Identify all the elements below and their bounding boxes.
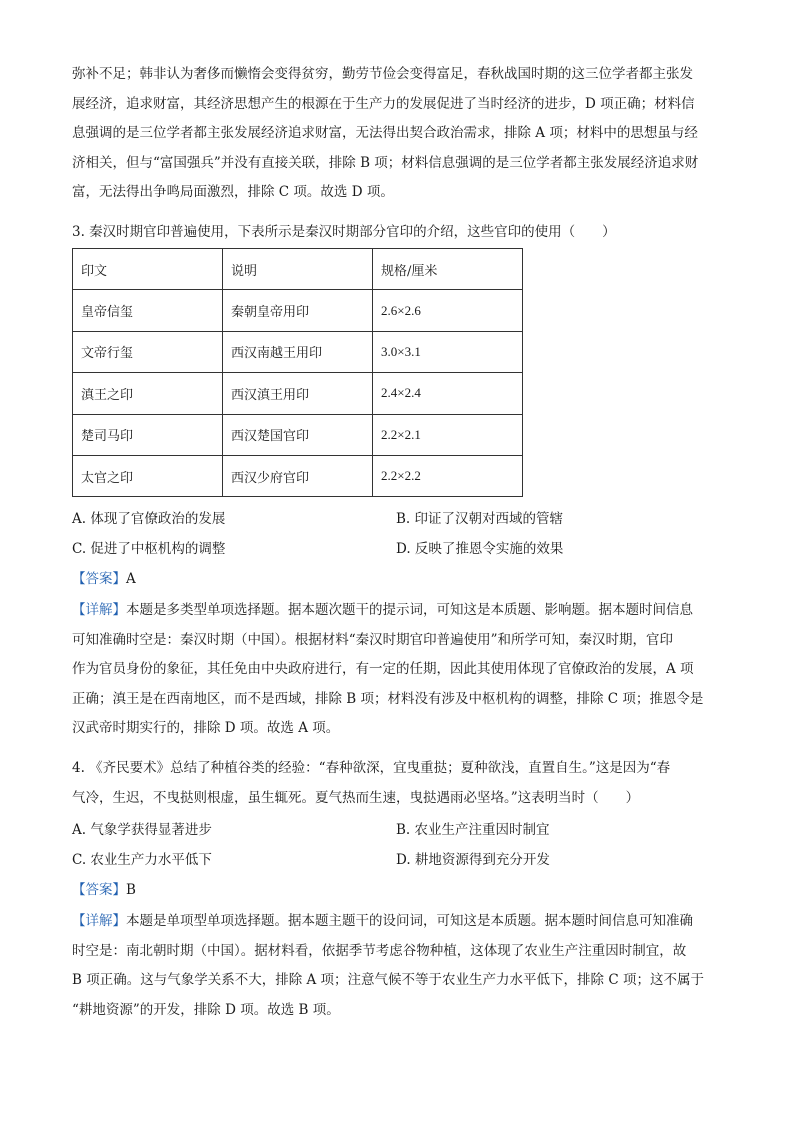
text-line: 富，无法得出争鸣局面激烈，排除 C 项。故选 D 项。 [72,184,394,200]
text-line: 息强调的是三位学者都主张发展经济追求财富，无法得出契合政治需求，排除 A 项；材料中的思想虽与经 [72,125,698,141]
answer-label: 【答案】 [72,571,126,587]
answer-value: A [126,571,136,587]
q4-stem [72,754,722,813]
table-cell: 西汉滇王用印 [223,373,373,414]
header-cell: 规格/厘米 [373,249,523,290]
text-line: 【详解】本题是多类型单项选择题。据本题次题干的提示词，可知这是本质题、影响题。据本题时间信息 [72,602,693,618]
table-cell: 秦朝皇帝用印 [223,290,373,331]
table-row [73,414,523,455]
text-line: 正确；滇王是在西南地区，而不是西域，排除 B 项；材料没有涉及中枢机构的调整，排除 C 项；推恩令是 [72,690,704,707]
q3-answer [72,566,136,592]
header-cell: 说明 [223,249,373,290]
option-c: C. 农业生产力水平低下 [72,852,212,868]
table-cell: 滇王之印 [73,373,223,414]
text-line: 弥补不足；韩非认为奢侈而懒惰会变得贫穷，勤劳节俭会变得富足，春秋战国时期的这三位学者都主张发 [72,66,693,82]
q3-stem: 3. 秦汉时期官印普遍使用，下表所示是秦汉时期部分官印的介绍，这些官印的使用（ ） [72,224,616,240]
text-line: 可知准确时空是：秦汉时期（中国）。根据材料“秦汉时期官印普遍使用”和所学可知，秦汉时期，官印 [72,631,674,648]
q3-explanation [72,596,722,744]
option-b: B. 农业生产注重因时制宜 [396,822,550,838]
detail-label: 【详解】 [72,602,126,618]
table-cell: 楚司马印 [73,414,223,455]
table-row [73,331,523,372]
table-cell: 2.6×2.6 [373,290,523,331]
q2-explanation [72,60,722,208]
text-line: 【详解】本题是单项型单项选择题。据本题主题干的设问词，可知这是本质题。据本题时间信息可知准确 [72,913,693,929]
text-line: 4. 《齐民要术》总结了种植谷类的经验：“春种欲深，宜曳重挞；夏种欲浅，直置自生。”这是因为“春 [72,760,671,776]
table-cell: 太官之印 [73,455,223,496]
text-line: 汉武帝时期实行的，排除 D 项。故选 A 项。 [72,720,340,736]
table-row [73,455,523,496]
table-cell: 西汉少府官印 [223,455,373,496]
q4-answer [72,877,136,903]
text-line: 气冷，生迟，不曳挞则根虚，虽生辄死。夏气热而生速，曳挞遇雨必坚垎。”这表明当时（ ） [72,789,640,806]
answer-label: 【答案】 [72,882,126,898]
seal-table [72,248,523,497]
option-d: D. 耕地资源得到充分开发 [396,852,550,868]
table-cell: 2.2×2.1 [373,414,523,455]
table-cell: 皇帝信玺 [73,290,223,331]
table-cell: 西汉楚国官印 [223,414,373,455]
text-line: “耕地资源”的开发，排除 D 项。故选 B 项。 [72,1001,340,1018]
text-line: B 项正确。这与气象学关系不大，排除 A 项；注意气候不等于农业生产力水平低下，排除 C 项；这不属于 [72,972,704,988]
text-line: 作为官员身份的象征，其任免由中央政府进行，有一定的任期，因此其使用体现了官僚政治的发展，A 项 [72,661,694,677]
q4-options [72,815,722,875]
text-line: 展经济，追求财富，其经济思想产生的根源在于生产力的发展促进了当时经济的进步，D 项正确；材料信 [72,95,695,112]
option-b: B. 印证了汉朝对西域的管辖 [396,511,564,527]
table-row [73,373,523,414]
table-row [73,290,523,331]
q4-explanation [72,907,722,1025]
table-cell: 西汉南越王用印 [223,331,373,372]
header-cell: 印文 [73,249,223,290]
table-cell: 3.0×3.1 [373,331,523,372]
option-d: D. 反映了推恩令实施的效果 [396,541,564,557]
detail-label: 【详解】 [72,913,126,929]
option-a: A. 体现了官僚政治的发展 [72,511,226,527]
option-c: C. 促进了中枢机构的调整 [72,541,226,557]
table-cell: 2.4×2.4 [373,373,523,414]
option-a: A. 气象学获得显著进步 [72,822,212,838]
answer-value: B [126,882,136,898]
q3-options [72,504,722,564]
text-line: 济相关，但与“富国强兵”并没有直接关联，排除 B 项；材料信息强调的是三位学者都主张发展经济追求财 [72,154,699,171]
table-header-row [73,249,523,290]
table-cell: 文帝行玺 [73,331,223,372]
text-line: 时空是：南北朝时期（中国）。据材料看，依据季节考虑谷物种植，这体现了农业生产注重因时制宜，故 [72,942,687,959]
table-cell: 2.2×2.2 [373,455,523,496]
